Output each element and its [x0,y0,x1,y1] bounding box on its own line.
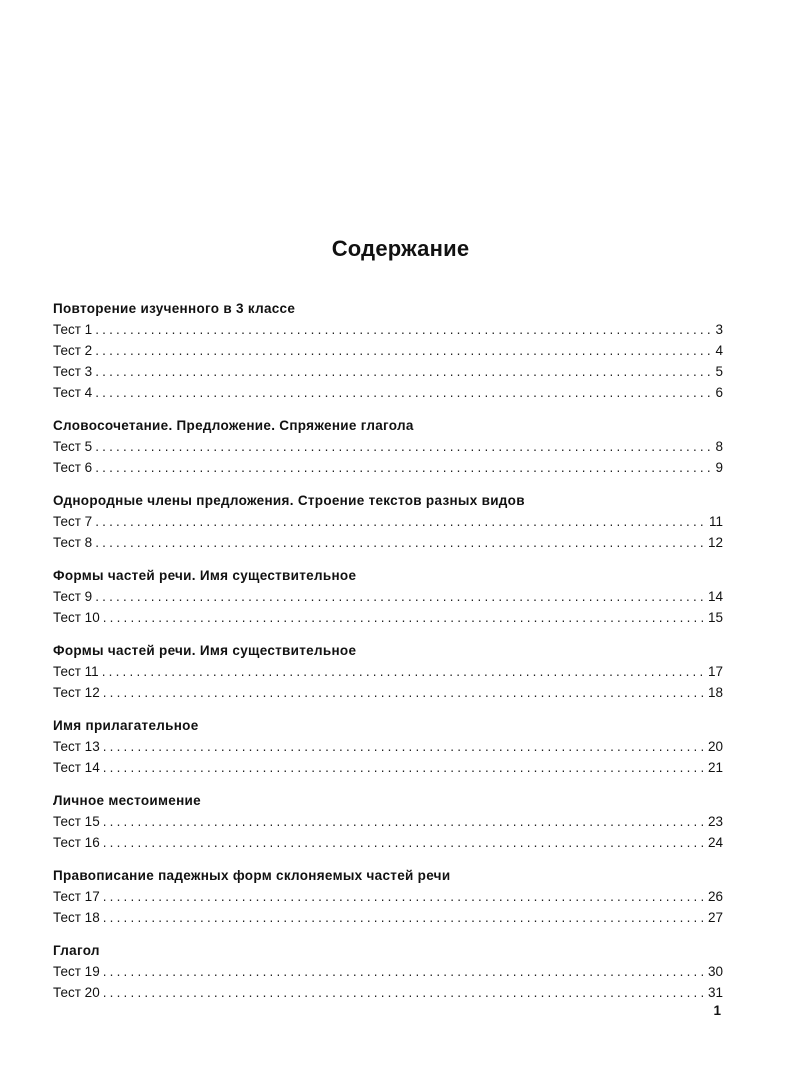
section-entries [53,586,723,628]
table-of-contents [53,299,723,1016]
dot-leader [103,682,707,703]
section-heading: Глагол [53,943,100,958]
entry-label: Тест 1 [53,322,93,337]
entry-page-number: 14 [707,589,723,604]
entry-label: Тест 14 [53,760,100,775]
entry-label: Тест 7 [53,514,93,529]
entry-page-number: 18 [707,685,723,700]
entry-label: Тест 18 [53,910,100,925]
section-entries [53,736,723,778]
dot-leader [95,361,714,382]
entry-page-number: 26 [707,889,723,904]
toc-section [53,299,723,403]
entry-page-number: 17 [707,664,723,679]
dot-leader [95,511,708,532]
toc-entry[interactable] [53,457,723,478]
entry-label: Тест 5 [53,439,93,454]
section-entries [53,811,723,853]
entry-label: Тест 4 [53,385,93,400]
toc-entry[interactable] [53,340,723,361]
section-heading: Однородные члены предложения. Строение текстов разных видов [53,493,525,508]
entry-page-number: 20 [707,739,723,754]
section-heading: Формы частей речи. Имя существительное [53,568,357,583]
toc-entry[interactable] [53,811,723,832]
entry-page-number: 8 [715,439,723,454]
toc-entry[interactable] [53,886,723,907]
dot-leader [103,607,707,628]
dot-leader [103,811,707,832]
section-entries [53,436,723,478]
entry-page-number: 11 [708,514,723,529]
section-entries [53,886,723,928]
toc-section [53,416,723,478]
section-heading: Словосочетание. Предложение. Спряжение глагола [53,418,414,433]
toc-entry[interactable] [53,361,723,382]
toc-entry[interactable] [53,511,723,532]
dot-leader [103,961,707,982]
toc-section [53,866,723,928]
entry-page-number: 4 [715,343,723,358]
entry-label: Тест 16 [53,835,100,850]
section-heading: Личное местоимение [53,793,201,808]
section-entries [53,511,723,553]
dot-leader [103,982,707,1003]
entry-label: Тест 9 [53,589,93,604]
entry-page-number: 21 [707,760,723,775]
dot-leader [103,832,707,853]
dot-leader [95,457,714,478]
entry-page-number: 3 [715,322,723,337]
entry-label: Тест 6 [53,460,93,475]
page-title: Содержание [331,236,470,261]
toc-entry[interactable] [53,532,723,553]
toc-entry[interactable] [53,436,723,457]
entry-page-number: 30 [707,964,723,979]
entry-label: Тест 10 [53,610,100,625]
toc-section [53,791,723,853]
toc-entry[interactable] [53,661,723,682]
entry-label: Тест 20 [53,985,100,1000]
entry-page-number: 15 [707,610,723,625]
entry-page-number: 9 [715,460,723,475]
toc-entry[interactable] [53,982,723,1003]
entry-label: Тест 13 [53,739,100,754]
toc-entry[interactable] [53,319,723,340]
toc-entry[interactable] [53,682,723,703]
section-heading: Формы частей речи. Имя существительное [53,643,357,658]
dot-leader [103,757,707,778]
toc-section [53,716,723,778]
toc-section [53,566,723,628]
entry-page-number: 31 [707,985,723,1000]
toc-entry[interactable] [53,736,723,757]
dot-leader [95,436,714,457]
section-heading: Повторение изученного в 3 классе [53,301,296,316]
section-entries [53,661,723,703]
entry-page-number: 5 [715,364,723,379]
toc-entry[interactable] [53,832,723,853]
dot-leader [103,907,707,928]
toc-section [53,491,723,553]
toc-section [53,641,723,703]
entry-label: Тест 2 [53,343,93,358]
entry-label: Тест 11 [53,664,99,679]
toc-entry[interactable] [53,907,723,928]
dot-leader [95,319,714,340]
toc-entry[interactable] [53,757,723,778]
dot-leader [95,532,707,553]
dot-leader [103,736,707,757]
toc-entry[interactable] [53,382,723,403]
dot-leader [95,382,714,403]
page-number: 1 [713,1003,721,1018]
entry-label: Тест 17 [53,889,100,904]
entry-page-number: 23 [707,814,723,829]
entry-page-number: 6 [715,385,723,400]
entry-label: Тест 15 [53,814,100,829]
entry-label: Тест 8 [53,535,93,550]
toc-entry[interactable] [53,961,723,982]
section-entries [53,319,723,403]
dot-leader [95,586,707,607]
toc-entry[interactable] [53,607,723,628]
dot-leader [102,661,707,682]
section-heading: Имя прилагательное [53,718,199,733]
entry-label: Тест 19 [53,964,100,979]
toc-entry[interactable] [53,586,723,607]
entry-page-number: 12 [707,535,723,550]
section-entries [53,961,723,1003]
entry-page-number: 24 [707,835,723,850]
entry-page-number: 27 [707,910,723,925]
dot-leader [103,886,707,907]
section-heading: Правописание падежных форм склоняемых частей речи [53,868,451,883]
dot-leader [95,340,714,361]
entry-label: Тест 12 [53,685,100,700]
entry-label: Тест 3 [53,364,93,379]
toc-section [53,941,723,1003]
